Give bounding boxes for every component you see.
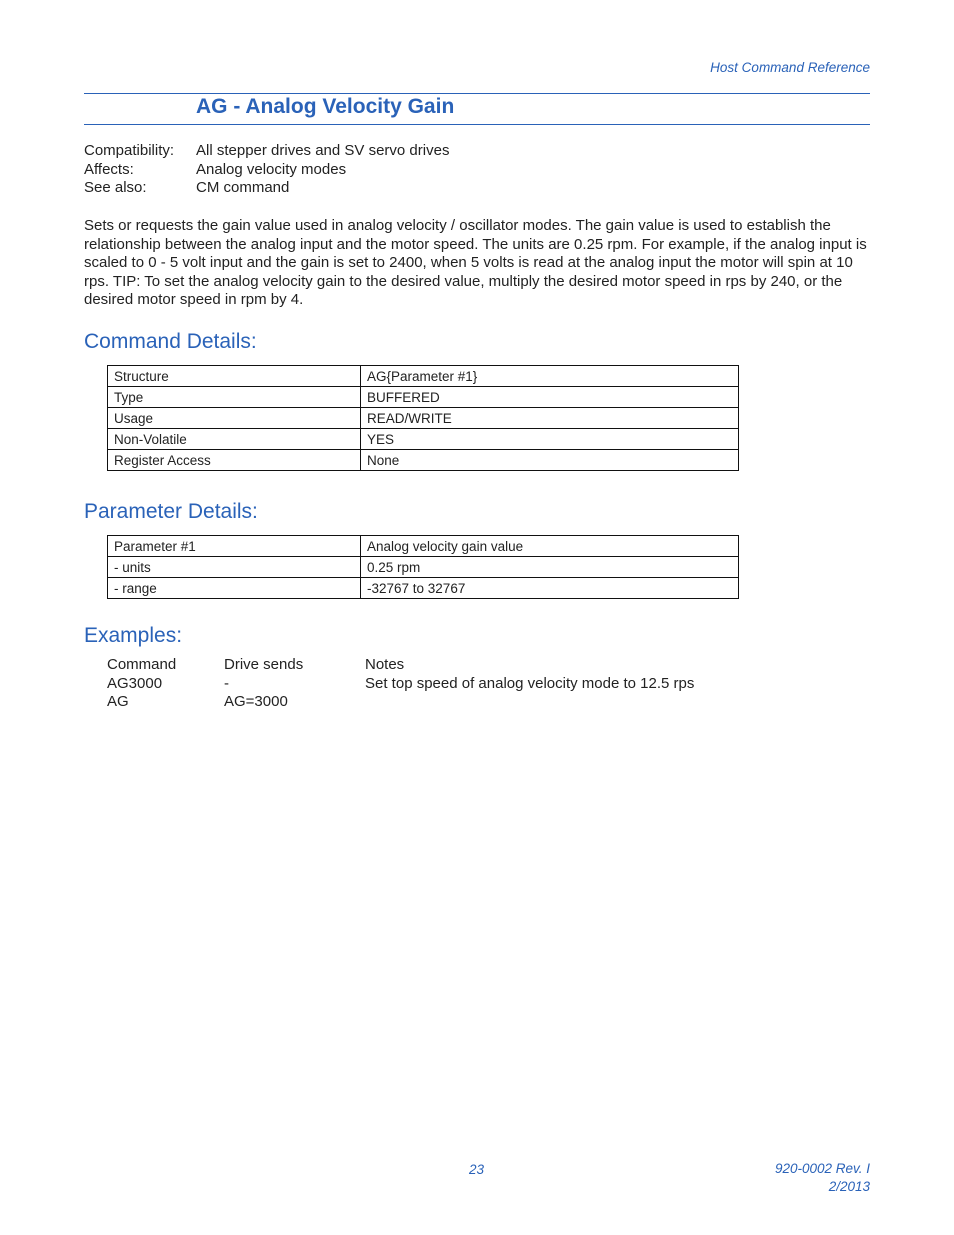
table-row	[108, 536, 739, 557]
examples-column-header: Drive sends	[224, 656, 304, 673]
example-command: AG3000	[107, 674, 163, 692]
table-row	[108, 578, 739, 599]
example-notes: Set top speed of analog velocity mode to 12.5 rps	[365, 674, 695, 692]
table-cell-label: - units	[108, 557, 361, 578]
table-row	[108, 450, 739, 471]
table-cell-value: READ/WRITE	[361, 408, 739, 429]
doc-number: 920-0002 Rev. I	[774, 1161, 870, 1176]
table-cell-value: -32767 to 32767	[361, 578, 739, 599]
meta-row-compatibility	[84, 142, 449, 161]
document-revision	[775, 1160, 870, 1196]
meta-value: All stepper drives and SV servo drives	[196, 142, 450, 159]
running-header: Host Command Reference	[710, 60, 870, 75]
example-drive-sends: AG=3000	[224, 693, 288, 710]
example-command: AG	[107, 693, 129, 710]
list-item	[107, 675, 694, 694]
examples-block	[107, 656, 694, 712]
meta-block	[84, 142, 449, 198]
meta-label: Affects:	[84, 160, 134, 178]
meta-label: See also:	[84, 179, 147, 196]
table-cell-value: Analog velocity gain value	[361, 536, 739, 557]
table-cell-value: 0.25 rpm	[361, 557, 739, 578]
table-row	[108, 387, 739, 408]
examples-heading: Examples:	[84, 624, 183, 647]
command-details-table	[107, 365, 739, 471]
meta-row-affects	[84, 161, 449, 180]
meta-value: CM command	[196, 179, 290, 196]
table-cell-label: Usage	[108, 408, 361, 429]
description-paragraph: Sets or requests the gain value used in analog velocity / oscillator modes. The gain value is used to establish the relationship between the analog input and the motor speed. The units are 0.25 rpm. For example, if the analog input is scaled to 0 - 5 volt input and the gain is set to 2400, when 5 volts is read at the analog input the motor will spin at 10 rps. TIP: To set the analog velocity gain to the desired value, multiply the desired motor speed in rps by 240, or the desired motor speed in rpm by 4.	[84, 217, 867, 309]
meta-row-see-also	[84, 179, 449, 198]
example-drive-sends: -	[224, 674, 229, 692]
table-cell-value: None	[361, 450, 739, 471]
table-row	[108, 366, 739, 387]
table-row	[108, 429, 739, 450]
table-cell-label: - range	[108, 578, 361, 599]
parameter-details-heading: Parameter Details:	[84, 500, 258, 523]
examples-column-header: Command	[107, 656, 177, 673]
examples-header-row	[107, 656, 694, 675]
table-cell-value: BUFFERED	[361, 387, 739, 408]
table-row	[108, 408, 739, 429]
examples-column-header: Notes	[365, 656, 405, 673]
page-number: 23	[469, 1162, 485, 1177]
table-cell-value: AG{Parameter #1}	[361, 366, 739, 387]
meta-label: Compatibility:	[84, 142, 175, 159]
parameter-details-table	[107, 535, 739, 599]
title-rule-top	[84, 93, 870, 94]
command-details-heading: Command Details:	[84, 330, 257, 353]
meta-value: Analog velocity modes	[196, 160, 347, 178]
table-cell-value: YES	[361, 429, 739, 450]
table-cell-label: Structure	[108, 366, 361, 387]
table-cell-label: Parameter #1	[108, 536, 361, 557]
table-row	[108, 557, 739, 578]
page-title: AG - Analog Velocity Gain	[196, 95, 455, 118]
title-rule-bottom	[84, 124, 870, 125]
table-cell-label: Register Access	[108, 450, 361, 471]
list-item	[107, 693, 694, 712]
doc-date: 2/2013	[828, 1179, 870, 1194]
table-cell-label: Type	[108, 387, 361, 408]
table-cell-label: Non-Volatile	[108, 429, 361, 450]
